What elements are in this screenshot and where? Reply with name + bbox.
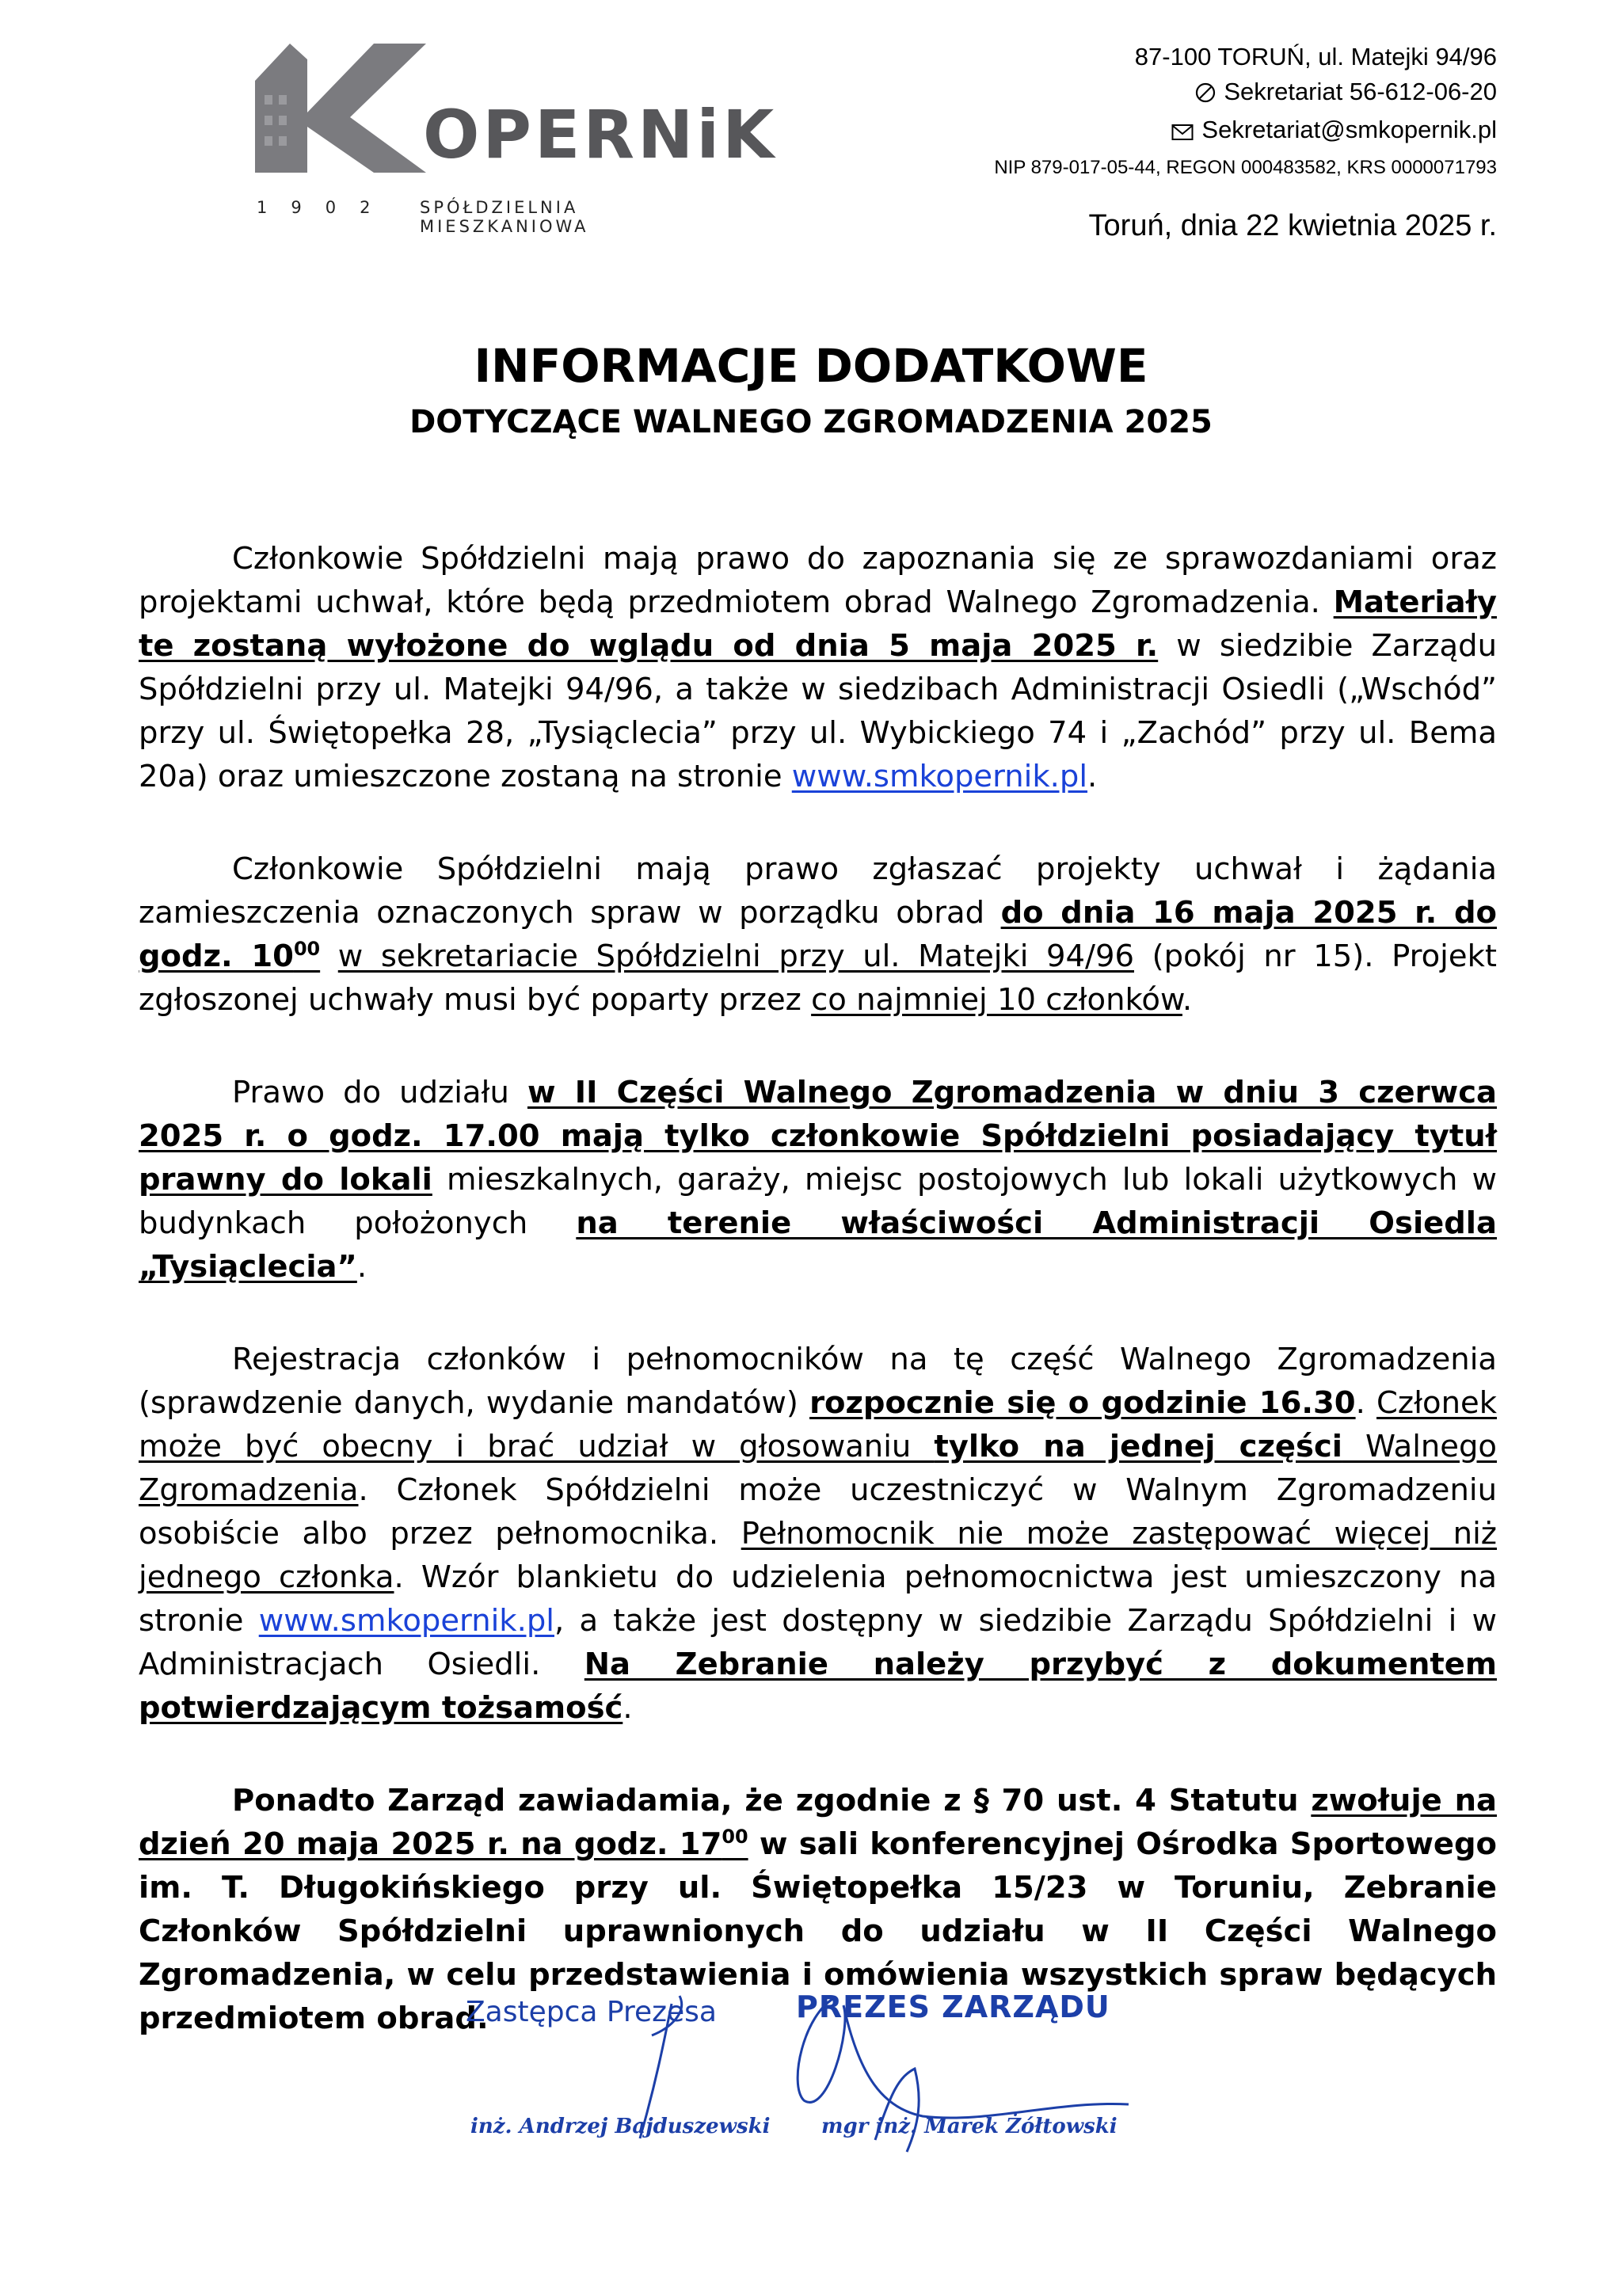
text: .: [1355, 1385, 1377, 1421]
signature-name: mgr inż. Marek Żółtowski: [821, 2115, 1118, 2138]
website-link[interactable]: www.smkopernik.pl: [258, 1603, 554, 1639]
paragraph-proposals: [139, 847, 1497, 1022]
underline-secretariat: w sekretariacie Spółdzielni przy ul. Matejki 94/96: [337, 939, 1134, 974]
emphasis-one-part: tylko na jednej części: [934, 1429, 1342, 1464]
document-title: INFORMACJE DODATKOWE: [474, 339, 1148, 393]
text: Ponadto Zarząd zawiadamia, że zgodnie z § 70 ust. 4 Statutu: [232, 1783, 1312, 1818]
text: . Członek Spółdzielni może uczestniczyć w Walnym Zgromadzeniu osobiście albo przez pełnomocnika.: [139, 1472, 1497, 1552]
underline-min-members: co najmniej 10 członków: [811, 982, 1182, 1018]
logo-year: 1902: [257, 198, 394, 217]
text: w sali konferencyjnej Ośrodka Sportowego im. T. Długokińskiego przy ul. Świętopełka 15/23 w Toruniu, Zebranie Członków Spółdzielni uprawnionych do udziału w II Części Walnego Zgromadzenia, w celu przedstawienia i omówienia wszystkich spraw będących przedmiotem obrad.: [139, 1826, 1498, 2036]
signature-name: inż. Andrzej Bajduszewski: [470, 2115, 771, 2138]
emphasis-estate: na terenie właściwości Administracji Osiedla „Tysiąclecia”: [139, 1205, 1497, 1285]
paragraph-registration: [139, 1338, 1497, 1730]
contact-email[interactable]: Sekretariat@smkopernik.pl: [1201, 116, 1497, 143]
document-subtitle: DOTYCZĄCE WALNEGO ZGROMADZENIA 2025: [409, 404, 1213, 440]
contact-phone-row: [994, 74, 1497, 112]
underline-proxy-rule: Pełnomocnik nie może zastępować więcej niż jednego członka: [139, 1516, 1497, 1595]
company-logo: [255, 40, 778, 236]
contact-registry: NIP 879-017-05-44, REGON 000483582, KRS 0000071793: [994, 157, 1497, 178]
logo-wordmark: OPERNiK: [423, 96, 778, 173]
text: Członkowie Spółdzielni mają prawo zgłaszać projekty uchwał i żądania zamieszczenia oznaczonych spraw w porządku obrad: [139, 851, 1497, 931]
contact-email-row: [994, 112, 1497, 150]
envelope-icon: [1171, 116, 1194, 150]
text: mieszkalnych, garaży, miejsc postojowych lub lokali użytkowych w budynkach położonych: [139, 1162, 1497, 1241]
emphasis-participation-rights: w II Części Walnego Zgromadzenia w dniu 3 czerwca 2025 r. o godz. 17.00 mają tylko członkowie Spółdzielni posiadający tytuł prawny do lokali: [139, 1075, 1498, 1197]
website-link[interactable]: www.smkopernik.pl: [791, 759, 1088, 794]
text: Rejestracja członków i pełnomocników na tę część Walnego Zgromadzenia (sprawdzenie danych, wydanie mandatów): [139, 1342, 1497, 1421]
text: Walnego Zgromadzenia: [139, 1429, 1497, 1508]
document-date: Toruń, dnia 22 kwietnia 2025 r.: [1088, 209, 1497, 242]
text: Członkowie Spółdzielni mają prawo do zapoznania się ze sprawozdaniami oraz projektami uchwał, które będą przedmiotem obrad Walnego Zgromadzenia.: [139, 541, 1497, 620]
contact-phone: Sekretariat 56-612-06-20: [1224, 78, 1497, 105]
paragraph-participation: [139, 1071, 1497, 1289]
contact-block: [994, 40, 1497, 185]
signature-deputy-president: [466, 1996, 771, 2138]
superscript: 00: [722, 1826, 748, 1849]
text: do dnia 16 maja 2025 r. do godz. 10: [139, 895, 1497, 974]
signature-president: [796, 1989, 1118, 2138]
paragraph-materials: [139, 537, 1497, 798]
superscript: 00: [293, 938, 321, 961]
logo-subtitle: SPÓŁDZIELNIA MIESZKANIOWA: [420, 198, 589, 236]
text: , a także jest dostępny w siedzibie Zarządu Spółdzielni i w Administracjach Osiedli.: [139, 1603, 1497, 1682]
signature-role: PREZES ZARZĄDU: [796, 1989, 1110, 2024]
text: Członek może być obecny i brać udział w głosowaniu: [139, 1385, 1497, 1464]
signature-role: Zastępca Prezesa: [466, 1996, 717, 2028]
text: .: [1182, 982, 1193, 1018]
phone-icon: [1195, 78, 1216, 112]
text: [320, 939, 338, 974]
text: .: [356, 1249, 367, 1285]
document-body: [139, 537, 1497, 2089]
text: .: [623, 1690, 633, 1726]
emphasis-id-document: Na Zebranie należy przybyć z dokumentem potwierdzającym tożsamość: [139, 1647, 1497, 1726]
text: . Wzór blankietu do udzielenia pełnomocnictwa jest umieszczony na stronie: [139, 1559, 1497, 1639]
text: Prawo do udziału: [232, 1075, 527, 1110]
text: w siedzibie Zarządu Spółdzielni przy ul. Matejki 94/96, a także w siedzibach Administracji Osiedli („Wschód” przy ul. Świętopełka 28, „Tysiąclecia” przy ul. Wybickiego 74 i „Zachód” przy ul. Bema 20a) oraz umieszczone zostaną na stronie: [139, 628, 1497, 794]
logo-building-k-mark: [255, 40, 429, 174]
emphasis-materials-date: Materiały te zostaną wyłożone do wglądu od dnia 5 maja 2025 r.: [139, 584, 1497, 664]
text: zwołuje na dzień 20 maja 2025 r. na godz. 17: [139, 1783, 1497, 1862]
text: (pokój nr 15). Projekt zgłoszonej uchwały musi być poparty przez: [139, 939, 1497, 1018]
text: .: [1087, 759, 1098, 794]
emphasis-registration-time: rozpocznie się o godzinie 16.30: [809, 1385, 1356, 1421]
contact-address: 87-100 TORUŃ, ul. Matejki 94/96: [1134, 43, 1497, 70]
